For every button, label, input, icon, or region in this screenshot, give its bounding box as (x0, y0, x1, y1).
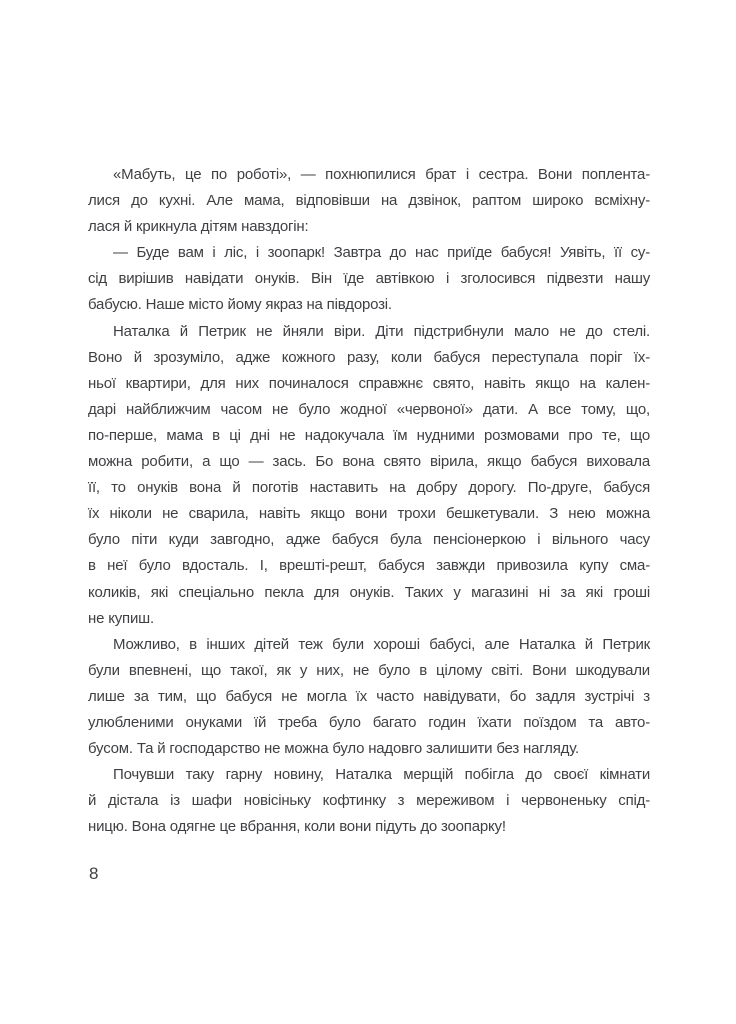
text-line: бусом. Та й господарство не можна було надовго залишити без нагляду. (88, 740, 579, 758)
text-line: лише за тим, що бабуся не могла їх часто навідувати, бо задля зустрічі з (88, 687, 650, 705)
text-line: Почувши таку гарну новину, Наталка мерщій побігла до своєї кімнати (113, 766, 650, 784)
text-line: бабусю. Наше місто йому якраз на півдорозі. (88, 296, 392, 314)
text-line: лася й крикнула дітям навздогін: (88, 218, 309, 236)
text-line: в неї було вдосталь. І, врешті-решт, бабуся завжди привозила купу сма- (88, 557, 650, 575)
text-line: — Буде вам і ліс, і зоопарк! Завтра до нас приїде бабуся! Уявіть, її су- (113, 244, 650, 262)
text-line: не купиш. (88, 609, 154, 627)
page-text-block (88, 162, 650, 840)
paragraph (88, 762, 650, 840)
text-line: було піти куди завгодно, адже бабуся була пенсіонеркою і вільного часу (88, 531, 650, 549)
text-line: Воно й зрозуміло, адже кожного разу, коли бабуся переступала поріг їх- (88, 348, 650, 366)
text-line: їх ніколи не сварила, навіть якщо вони трохи бешкетували. З нею можна (88, 505, 650, 523)
text-line: ницю. Вона одягне це вбрання, коли вони підуть до зоопарку! (88, 818, 506, 836)
paragraph (88, 319, 650, 632)
text-line: Наталка й Петрик не йняли віри. Діти підстрибнули мало не до стелі. (113, 322, 650, 340)
text-line: можна робити, а що — зась. Бо вона свято вірила, якщо бабуся виховала (88, 453, 650, 471)
paragraph (88, 240, 650, 318)
text-line: й дістала із шафи новісіньку кофтинку з мереживом і червоненьку спід- (88, 792, 650, 810)
text-line: ньої квартири, для них починалося справжнє свято, навіть якщо на кален- (88, 374, 650, 392)
text-line: її, то онуків вона й поготів наставить на добру дорогу. По-друге, бабуся (88, 479, 650, 497)
paragraph (88, 632, 650, 762)
text-line: сід вирішив навідати онуків. Він їде автівкою і зголосився підвезти нашу (88, 270, 650, 288)
page-number: 8 (89, 864, 99, 883)
text-line: по-перше, мама в ці дні не надокучала їм нудними розмовами про те, що (88, 426, 650, 444)
paragraph (88, 162, 650, 240)
text-line: Можливо, в інших дітей теж були хороші бабусі, але Наталка й Петрик (113, 635, 650, 653)
text-line: були впевнені, що такої, як у них, не було в цілому світі. Вони шкодували (88, 661, 650, 679)
text-line: лися до кухні. Але мама, відповівши на дзвінок, раптом широко всміхну- (88, 192, 650, 210)
text-line: улюбленими онуками їй треба було багато годин їхати поїздом та авто- (88, 713, 650, 731)
text-line: дарі найближчим часом не було жодної «червоної» дати. А все тому, що, (88, 400, 650, 418)
text-line: коликів, які спеціально пекла для онуків. Таких у магазині ні за які гроші (88, 583, 650, 601)
text-line: «Мабуть, це по роботі», — похнюпилися брат і сестра. Вони поплента- (113, 166, 650, 183)
